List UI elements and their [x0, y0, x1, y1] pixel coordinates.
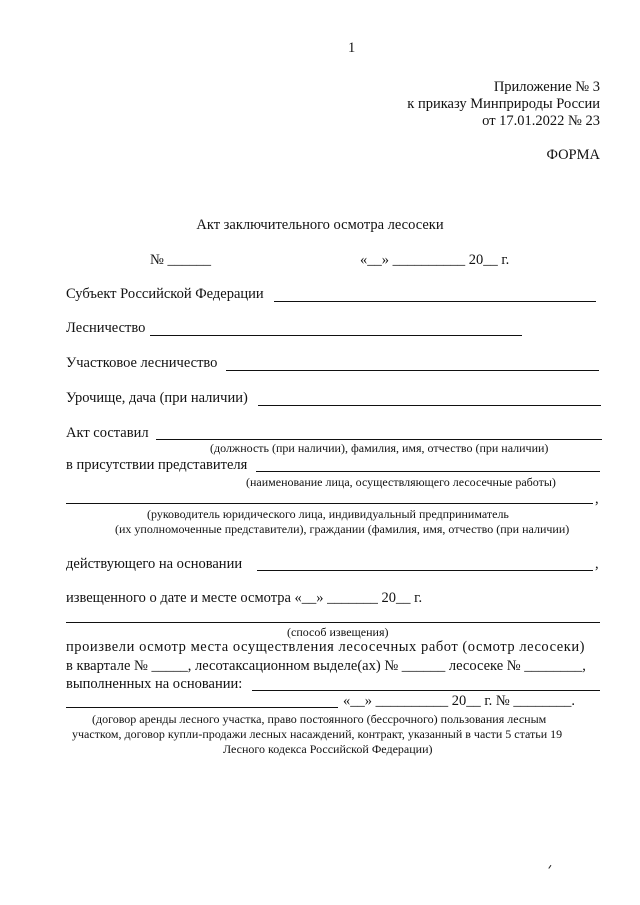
acting-basis-comma: , [595, 556, 599, 572]
presence-hint: (наименование лица, осуществляющего лесосечные работы) [246, 475, 556, 489]
contract-field[interactable] [66, 707, 338, 708]
subject-field[interactable] [274, 301, 596, 302]
contract-date: «__» __________ 20__ г. № ________. [343, 693, 576, 709]
compiled-by-label: Акт составил [66, 425, 149, 441]
tract-label: Урочище, дача (при наличии) [66, 390, 248, 406]
compiled-by-hint: (должность (при наличии), фамилия, имя, отчество (при наличии) [210, 441, 549, 455]
notify-method-hint: (способ извещения) [287, 625, 389, 639]
forestry-field[interactable] [150, 335, 522, 336]
district-forestry-field[interactable] [226, 370, 599, 371]
contract-hint-1: (договор аренды лесного участка, право постоянного (бессрочного) пользования лесным [92, 712, 547, 726]
representative-hint-1: (руководитель юридического лица, индивидуальный предприниматель [147, 507, 509, 521]
forestry-label: Лесничество [66, 320, 146, 336]
page-number: 1 [348, 40, 356, 56]
acting-basis-field[interactable] [257, 570, 593, 571]
scan-mark [548, 865, 554, 871]
acting-basis-label: действующего на основании [66, 556, 243, 572]
inspected-text: произвели осмотр места осуществления лесосечных работ (осмотр лесосеки) [66, 639, 586, 655]
contract-hint-2: участком, договор купли-продажи лесных насаждений, контракт, указанный в части 5 статьи 19 [72, 727, 563, 741]
notify-method-field[interactable] [66, 622, 600, 623]
presence-label: в присутствии представителя [66, 457, 248, 473]
order-label: к приказу Минприроды России [407, 96, 600, 112]
representative-field[interactable] [66, 503, 593, 504]
appendix-label: Приложение № 3 [493, 79, 600, 95]
representative-comma: , [595, 491, 599, 507]
presence-field[interactable] [256, 471, 600, 472]
representative-hint-2: (их уполномоченные представители), граждании (фамилия, имя, отчество (при наличии) [115, 522, 570, 536]
act-date: «__» __________ 20__ г. [360, 252, 510, 268]
document-title: Акт заключительного осмотра лесосеки [196, 217, 444, 233]
compiled-by-field[interactable] [156, 439, 602, 440]
tract-field[interactable] [258, 405, 601, 406]
order-date: от 17.01.2022 № 23 [482, 113, 600, 129]
basis-field[interactable] [252, 690, 600, 691]
form-label: ФОРМА [546, 147, 600, 163]
act-number: № ______ [150, 252, 211, 268]
basis-label: выполненных на основании: [66, 676, 243, 692]
contract-hint-3: Лесного кодекса Российской Федерации) [223, 742, 433, 756]
notified-label: извещенного о дате и месте осмотра «__» _______ 20__ г. [66, 590, 423, 606]
quarter-text: в квартале № _____, лесотаксационном выделе(ах) № ______ лесосеке № ________, [66, 658, 586, 674]
subject-label: Субъект Российской Федерации [66, 286, 264, 302]
district-forestry-label: Участковое лесничество [66, 355, 218, 371]
